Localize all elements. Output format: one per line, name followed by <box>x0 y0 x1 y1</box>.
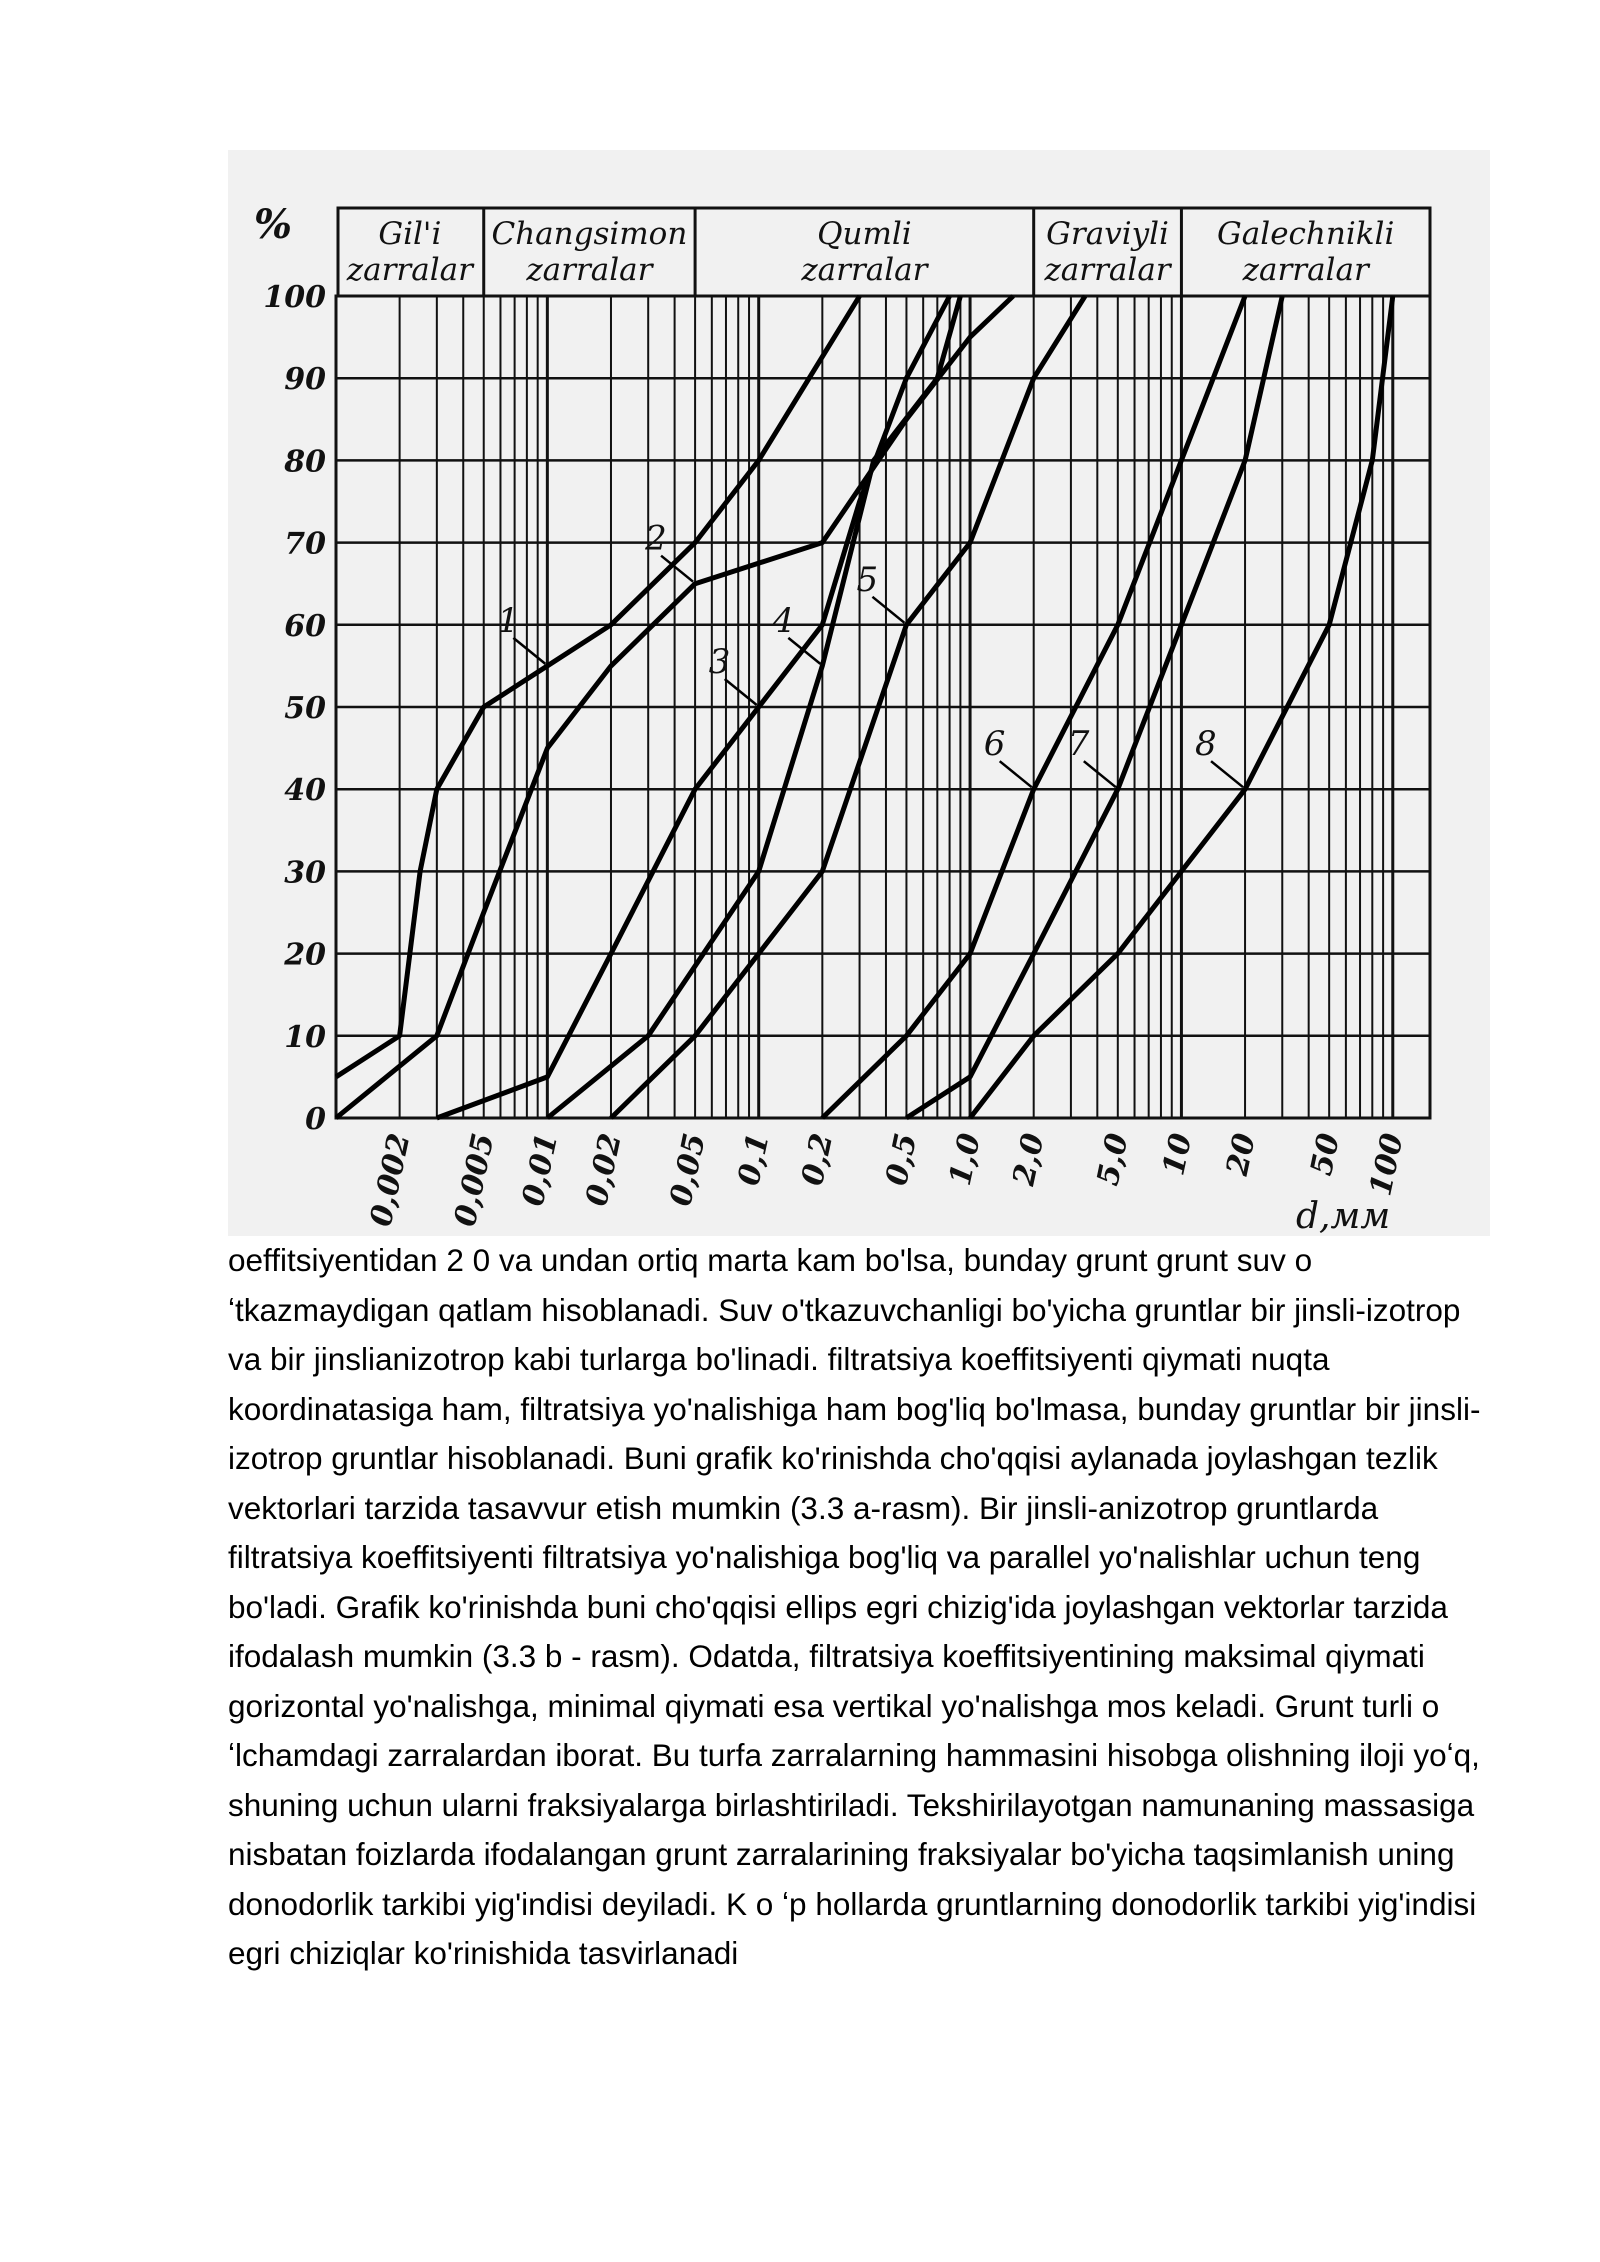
fraction-label: Gil'i zarralar <box>346 216 473 288</box>
grain-size-chart <box>228 150 1490 1236</box>
x-tick-label: 10 <box>1156 1130 1200 1179</box>
curve-label: 8 <box>1195 724 1217 765</box>
curve-label-leader <box>1000 761 1032 787</box>
y-tick-label: 10 <box>284 1019 326 1055</box>
fraction-label: Galechnikli zarralar <box>1217 216 1395 288</box>
curve-label-leader <box>1211 761 1243 787</box>
curve-label-leader <box>1084 761 1116 787</box>
y-tick-label: 70 <box>284 526 326 562</box>
curve-label: 1 <box>497 600 519 641</box>
x-tick-label: 0,02 <box>579 1130 629 1210</box>
x-tick-label: 100 <box>1363 1130 1411 1199</box>
chart-grid <box>336 296 1430 1118</box>
y-tick-label: 90 <box>284 362 326 398</box>
fraction-label: Graviyli zarralar <box>1044 216 1171 288</box>
curve-label: 4 <box>772 600 794 641</box>
y-tick-label: 100 <box>263 280 326 315</box>
x-tick-label: 0,002 <box>363 1130 418 1230</box>
y-tick-label: 0 <box>305 1102 326 1137</box>
y-tick-label: 60 <box>284 608 326 644</box>
fraction-label: Qumli zarralar <box>801 216 928 288</box>
curve-label: 3 <box>708 642 731 682</box>
x-tick-label: 0,5 <box>879 1130 925 1189</box>
x-axis-label: d,мм <box>1296 1196 1391 1236</box>
curve-label: 5 <box>856 559 879 600</box>
x-tick-label: 0,05 <box>663 1130 713 1210</box>
x-tick-label: 2,0 <box>1006 1130 1052 1189</box>
curve-label-leader <box>513 638 545 664</box>
curve-label: 2 <box>645 518 667 559</box>
x-tick-label: 5,0 <box>1090 1130 1136 1189</box>
curve-label-leader <box>872 597 904 623</box>
x-tick-label: 1,0 <box>942 1130 988 1189</box>
y-tick-label: 30 <box>284 855 326 891</box>
x-tick-label: 0,1 <box>731 1130 777 1189</box>
curve-label-leader <box>725 679 757 705</box>
y-tick-label: 40 <box>284 773 326 809</box>
y-tick-label: 20 <box>284 937 326 973</box>
x-tick-label: 0,01 <box>515 1130 566 1210</box>
y-tick-label: 50 <box>284 691 326 726</box>
x-tick-label: 50 <box>1304 1130 1347 1179</box>
x-tick-label: 0,005 <box>447 1130 502 1230</box>
curve-label: 6 <box>983 724 1006 765</box>
y-axis-label: % <box>254 201 293 248</box>
fraction-label: Changsimon zarralar <box>491 216 688 288</box>
body-paragraph: oeffitsiyentidan 2 0 va undan ortiq marta kam bo'lsa, bunday grunt grunt suv o ʻtkazmaydigan qatlam hisoblanadi. Suv o'tkazuvchanligi bo'yicha gruntlar bir jinsli-izotrop va bir jinslianizotrop kabi turlarga bo'linadi. filtratsiya koeffitsiyenti qiymati nuqta koordinatasiga ham, filtratsiya yo'nalishiga ham bog'liq bo'lmasa, bunday gruntlar bir jinsli-izotrop gruntlar hisoblanadi. Buni grafik ko'rinishda cho'qqisi aylanada joylashgan tezlik vektorlari tarzida tasavvur etish mumkin (3.3 a-rasm). Bir jinsli-anizotrop gruntlarda filtratsiya koeffitsiyenti filtratsiya yo'nalishiga bog'liq va parallel yo'nalishlar uchun teng bo'ladi. Grafik ko'rinishda buni cho'qqisi ellips egri chizig'ida joylashgan vektorlar tarzida ifodalash mumkin (3.3 b - rasm). Odatda, filtratsiya koeffitsiyentining maksimal qiymati gorizontal yo'nalishga, minimal qiymati esa vertikal yo'nalishga mos keladi. Grunt turli o ʻlchamdagi zarralardan iborat. Bu turfa zarralarning hammasini hisobga olishning iloji yoʻq, shuning uchun ularni fraksiyalarga birlashtiriladi. Tekshirilayotgan namunaning massasiga nisbatan foizlarda ifodalangan grunt zarralarining fraksiyalar bo'yicha taqsimlanish uning donodorlik tarkibi yig'indisi deyiladi. K o ʻp hollarda gruntlarning donodorlik tarkibi yig'indisi egri chiziqlar ko'rinishida tasvirlanadi <box>228 1242 1481 1971</box>
chart-axis-ticks <box>263 280 1410 1230</box>
curve-label: 7 <box>1067 724 1090 765</box>
x-tick-label: 0,2 <box>795 1130 841 1189</box>
fraction-header <box>338 208 1430 296</box>
y-tick-label: 80 <box>284 444 326 480</box>
x-tick-label: 20 <box>1219 1130 1263 1179</box>
